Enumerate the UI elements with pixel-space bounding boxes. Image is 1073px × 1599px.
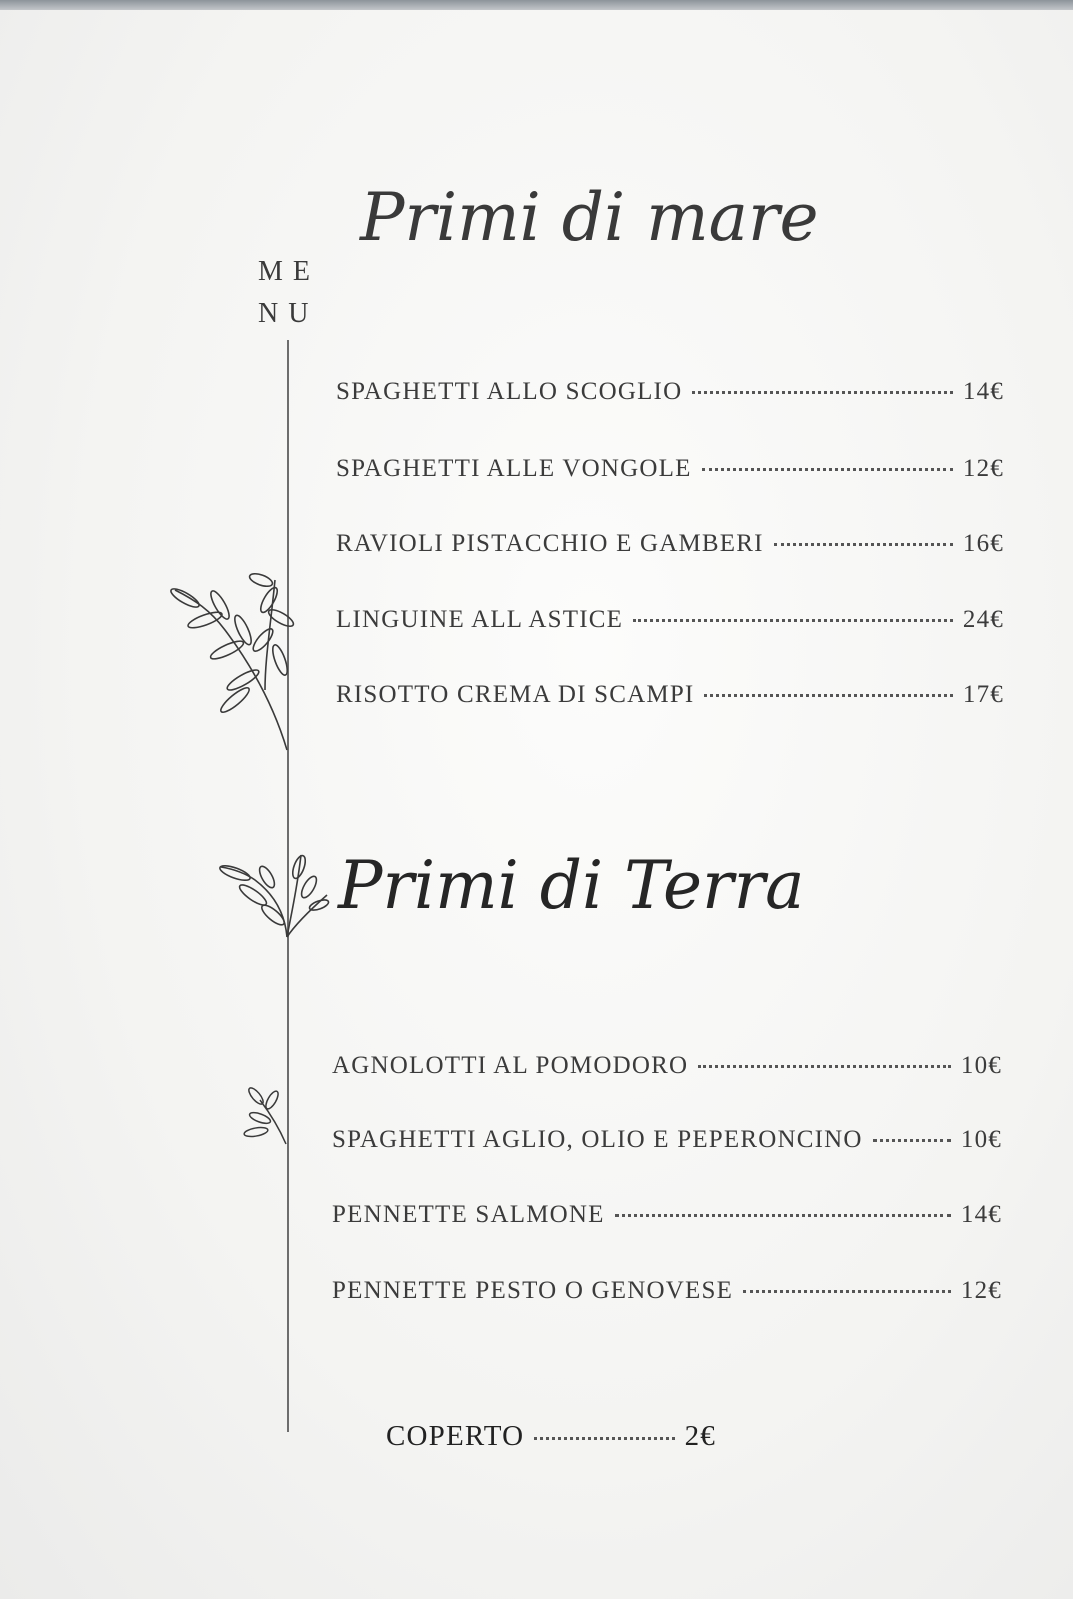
menu-item — [336, 378, 1004, 406]
menu-item-name: SPAGHETTI AGLIO, OLIO E PEPERONCINO — [332, 1126, 863, 1153]
coperto-label: COPERTO — [386, 1420, 525, 1452]
menu-item — [336, 606, 1004, 634]
menu-item-price: 10€ — [960, 1126, 1002, 1153]
dot-leader — [702, 468, 953, 471]
menu-item-price: 12€ — [960, 1277, 1002, 1304]
menu-item — [332, 1201, 1002, 1229]
menu-vertical-word-top: ME — [258, 256, 320, 287]
dot-leader — [692, 391, 953, 394]
menu-item-name: SPAGHETTI ALLE VONGOLE — [336, 455, 692, 482]
menu-item — [332, 1277, 1002, 1305]
menu-item-name: PENNETTE SALMONE — [332, 1201, 605, 1228]
menu-item — [336, 681, 1004, 709]
coperto-line — [386, 1420, 716, 1453]
olive-branch-icon — [165, 560, 295, 760]
dot-leader — [698, 1065, 951, 1068]
menu-item — [336, 530, 1004, 558]
menu-item — [332, 1126, 1002, 1154]
menu-item-name: SPAGHETTI ALLO SCOGLIO — [336, 378, 683, 405]
menu-item-price: 24€ — [962, 606, 1004, 633]
olive-branch-icon — [215, 845, 335, 940]
menu-item-name: PENNETTE PESTO O GENOVESE — [332, 1277, 734, 1304]
dot-leader — [743, 1290, 951, 1293]
coperto-price: 2€ — [684, 1420, 716, 1452]
menu-item-price: 14€ — [960, 1201, 1002, 1228]
menu-item — [336, 455, 1004, 483]
menu-item-name: AGNOLOTTI AL POMODORO — [332, 1052, 689, 1079]
dot-leader — [704, 694, 952, 697]
dot-leader — [633, 619, 953, 622]
menu-vertical-word-bottom: NU — [258, 298, 319, 329]
menu-item-name: RISOTTO CREMA DI SCAMPI — [336, 681, 695, 708]
dot-leader — [774, 543, 953, 546]
menu-item — [332, 1052, 1002, 1080]
dot-leader — [615, 1214, 951, 1217]
menu-item-name: LINGUINE ALL ASTICE — [336, 606, 624, 633]
olive-branch-icon — [236, 1080, 292, 1150]
dot-leader — [873, 1139, 951, 1142]
menu-item-price: 10€ — [960, 1052, 1002, 1079]
menu-item-price: 14€ — [962, 378, 1004, 405]
menu-item-name: RAVIOLI PISTACCHIO E GAMBERI — [336, 530, 764, 557]
section-title-primi-di-terra: Primi di Terra — [338, 847, 805, 924]
section-title-primi-di-mare: Primi di mare — [360, 179, 819, 256]
menu-item-price: 16€ — [962, 530, 1004, 557]
dot-leader — [534, 1437, 674, 1440]
menu-item-price: 17€ — [962, 681, 1004, 708]
menu-item-price: 12€ — [962, 455, 1004, 482]
